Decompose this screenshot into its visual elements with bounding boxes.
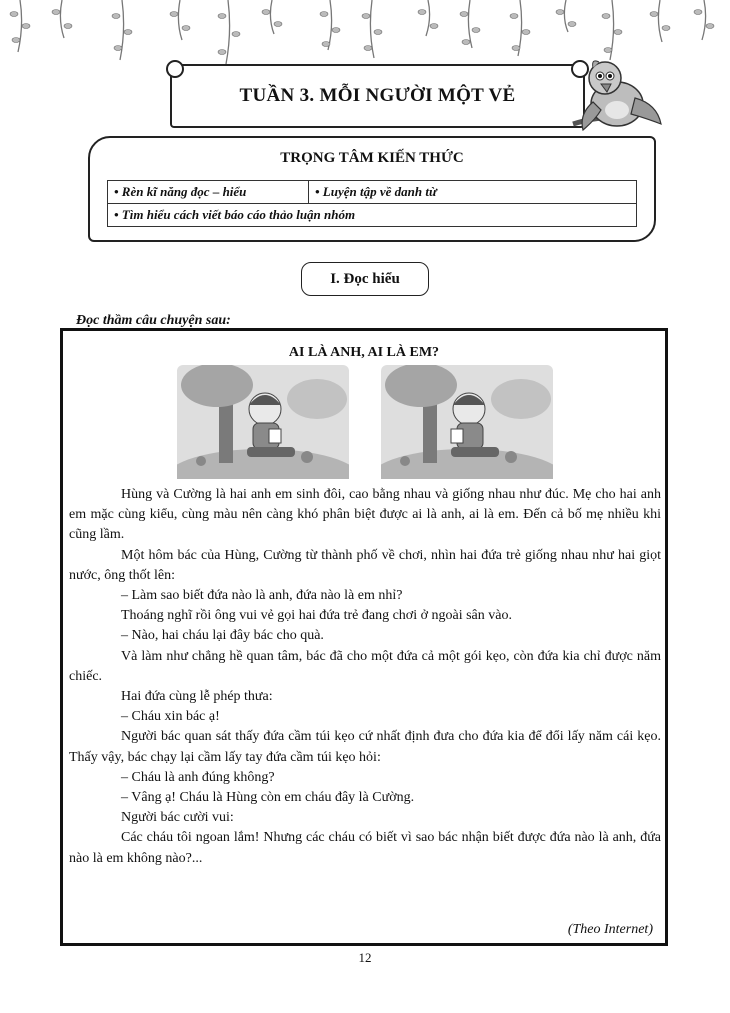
story-paragraph: Thoáng nghĩ rồi ông vui vẻ gọi hai đứa trẻ đang chơi ở ngoài sân vào.	[121, 608, 512, 624]
story-paragraph: Người bác cười vui:	[121, 810, 234, 826]
focus-item-reading: • Rèn kĩ năng đọc – hiểu	[108, 181, 309, 204]
focus-item-report: • Tìm hiểu cách viết báo cáo thảo luận nhóm	[108, 204, 637, 227]
story-paragraph: Người bác quan sát thấy đứa cầm túi kẹo cứ nhất định đưa cho đứa kia để đổi lấy năm cái kẹo. Thấy vậy, bác chạy lại cầm lấy tay đứa cầm túi kẹo hỏi:	[69, 729, 661, 765]
story-body	[69, 485, 661, 869]
story-dialogue: – Nào, hai cháu lại đây bác cho quà.	[121, 628, 324, 644]
knowledge-focus-panel	[88, 136, 656, 242]
story-dialogue: – Làm sao biết đứa nào là anh, đứa nào là em nhỉ?	[121, 588, 403, 604]
story-source: (Theo Internet)	[567, 922, 653, 937]
week-title: TUẦN 3. MỖI NGƯỜI MỘT VẺ	[239, 85, 516, 106]
story-paragraph: Và làm như chẳng hề quan tâm, bác đã cho một đứa cả một gói kẹo, còn đứa kia chỉ được năm chiếc.	[69, 648, 661, 684]
focus-item-nouns: • Luyện tập về danh từ	[309, 181, 637, 204]
story-dialogue: – Cháu là anh đúng không?	[121, 769, 275, 785]
week-title-banner	[170, 64, 585, 128]
page-number: 12	[358, 950, 372, 965]
story-dialogue: – Vâng ạ! Cháu là Hùng còn em cháu đây là Cường.	[121, 790, 415, 806]
story-dialogue: – Cháu xin bác ạ!	[121, 709, 220, 725]
story-title: AI LÀ ANH, AI LÀ EM?	[288, 345, 440, 360]
story-paragraph: Hai đứa cùng lễ phép thưa:	[121, 689, 273, 705]
boy-reading-under-tree-illustration	[177, 365, 349, 479]
story-paragraph: Các cháu tôi ngoan lắm! Nhưng các cháu có biết vì sao bác nhận biết được đứa nào là anh, đứa nào là em không nào?...	[69, 830, 661, 866]
table-row	[108, 204, 637, 227]
bird-mascot-icon	[565, 54, 665, 146]
knowledge-focus-table	[107, 180, 637, 227]
story-paragraph: Một hôm bác của Hùng, Cường từ thành phố về chơi, nhìn hai đứa trẻ giống nhau như hai giọt nước, ông thốt lên:	[69, 547, 661, 583]
section-heading-box	[301, 262, 429, 296]
table-row	[108, 181, 637, 204]
story-paragraph: Hùng và Cường là hai anh em sinh đôi, cao bằng nhau và giống nhau như đúc. Mẹ cho hai anh em mặc cùng kiểu, cùng màu nên càng khó phân biệt được ai là anh, ai là em. Đến cả bố mẹ nhiều khi cũng lầm.	[69, 487, 661, 543]
section-title: I. Đọc hiểu	[330, 270, 400, 287]
boy-reading-under-tree-illustration	[381, 365, 553, 479]
story-frame	[60, 328, 668, 946]
knowledge-focus-heading: TRỌNG TÂM KIẾN THỨC	[280, 150, 464, 166]
reading-instruction: Đọc thầm câu chuyện sau:	[76, 313, 231, 328]
